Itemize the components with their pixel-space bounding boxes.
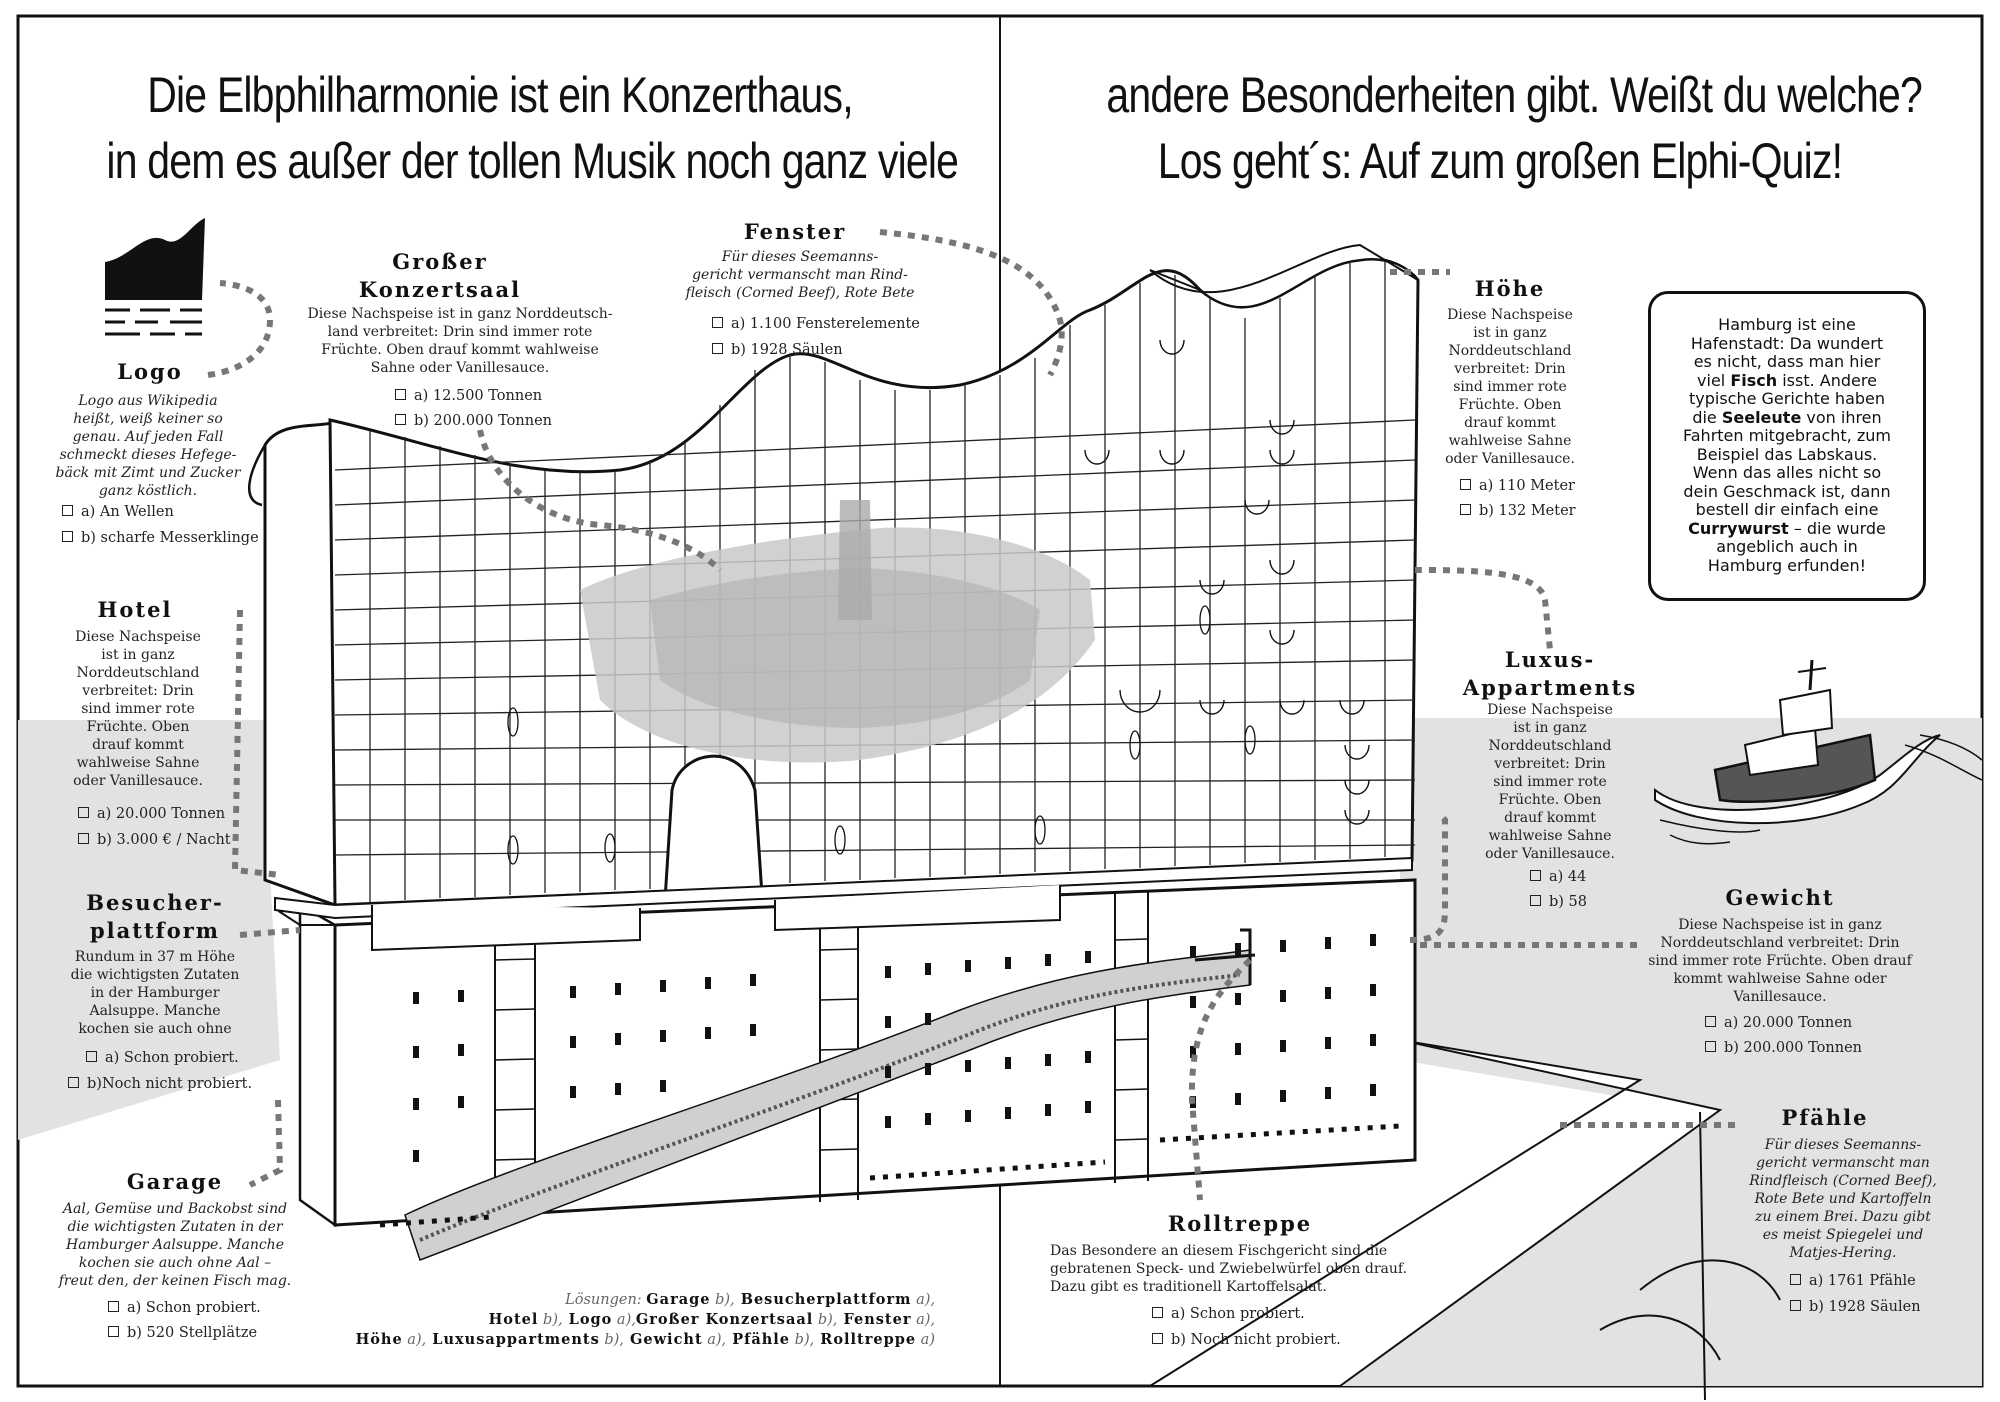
checkbox-icon[interactable] <box>1460 479 1471 490</box>
solution-answer: a) <box>916 1332 935 1348</box>
besucherplattform-option-b[interactable]: b)Noch nicht probiert. <box>68 1075 252 1093</box>
hamburg-info-box: Hamburg ist eine Hafenstadt: Da wundert es nicht, dass man hier viel Fisch isst. Andere typische Gerichte haben die Seeleute von ihren Fahrten mitgebracht, zum Beispiel das Labskaus. Wenn das alles nicht so dein Geschmack ist, dann bestell dir einfach eine Currywurst – die wurde angeblich auch in Hamburg erfunden! <box>1648 291 1926 601</box>
solution-answer: b), <box>710 1292 735 1308</box>
checkbox-icon[interactable] <box>395 414 406 425</box>
solution-answer: a), <box>911 1312 935 1328</box>
solutions-row-1: Lösungen: Garage b), Besucherplattform a), <box>565 1291 935 1308</box>
checkbox-icon[interactable] <box>62 531 73 542</box>
checkbox-icon[interactable] <box>68 1077 79 1088</box>
rolltreppe-option-b[interactable]: b) Noch nicht probiert. <box>1152 1331 1341 1349</box>
checkbox-icon[interactable] <box>712 343 723 354</box>
solution-term: Garage <box>646 1291 711 1308</box>
rolltreppe-text: Das Besondere an diesem Fischgericht sind die gebratenen Speck- und Zwiebelwürfel oben drauf. Dazu gibt es traditionell Kartoffelsalat. <box>1050 1243 1408 1295</box>
logo-title: Logo <box>117 359 183 384</box>
checkbox-icon[interactable] <box>62 505 73 516</box>
leader-garage <box>250 1100 280 1185</box>
luxus-option-b[interactable]: b) 58 <box>1530 893 1587 911</box>
solutions-block <box>290 1290 935 1350</box>
hoehe-title: Höhe <box>1474 276 1546 301</box>
gewicht-text: Diese Nachspeise ist in ganz Norddeutschland verbreitet: Drin sind immer rote Früchte. Oben drauf kommt wahlweise Sahne oder Vanillesauce. <box>1648 917 1912 1005</box>
solutions-row-2 <box>290 1310 935 1330</box>
hotel-text: Diese Nachspeise ist in ganz Norddeutschland verbreitet: Drin sind immer rote Früchte. Oben drauf kommt wahlweise Sahne oder Vanillesauce. <box>73 629 203 789</box>
pfaehle-option-a[interactable]: a) 1761 Pfähle <box>1790 1272 1916 1290</box>
logo-option-a[interactable]: a) An Wellen <box>62 503 174 521</box>
solution-answer: b), <box>599 1332 624 1348</box>
solution-answer: a), <box>702 1332 727 1348</box>
fenster-option-b[interactable]: b) 1928 Säulen <box>712 341 843 359</box>
hotel-option-b[interactable]: b) 3.000 € / Nacht <box>78 831 231 849</box>
konzertsaal-title: Großer Konzertsaal <box>358 249 522 302</box>
solution-term: Gewicht <box>623 1331 703 1348</box>
checkbox-icon[interactable] <box>1790 1300 1801 1311</box>
headline-left-line-1: Die Elbphilharmonie ist ein Konzerthaus, <box>147 67 853 123</box>
logo-mark <box>105 218 205 334</box>
leader-luxus <box>1415 570 1550 650</box>
hotel-title: Hotel <box>97 597 173 622</box>
checkbox-icon[interactable] <box>1530 870 1541 881</box>
gewicht-title: Gewicht <box>1725 885 1835 910</box>
checkbox-icon[interactable] <box>712 317 723 328</box>
checkbox-icon[interactable] <box>1460 504 1471 515</box>
arch-entrance <box>665 756 762 900</box>
solution-answer: b), <box>538 1312 563 1328</box>
checkbox-icon[interactable] <box>1152 1307 1163 1318</box>
checkbox-icon[interactable] <box>1705 1016 1716 1027</box>
garage-title: Garage <box>126 1169 224 1194</box>
garage-option-a[interactable]: a) Schon probiert. <box>108 1299 261 1317</box>
hoehe-text: Diese Nachspeise ist in ganz Norddeutschland verbreitet: Drin sind immer rote Früchte. Oben drauf kommt wahlweise Sahne oder Vanillesauce. <box>1445 307 1575 467</box>
pfaehle-text: Für dieses Seemanns- gericht vermanscht man Rindfleisch (Corned Beef), Rote Bete und Kartoffeln zu einem Brei. Dazu gibt es meist Spiegelei und Matjes-Hering. <box>1749 1137 1937 1261</box>
checkbox-icon[interactable] <box>395 389 406 400</box>
hotel-option-a[interactable]: a) 20.000 Tonnen <box>78 805 225 823</box>
solution-term: Pfähle <box>726 1331 791 1348</box>
leader-logo <box>208 283 270 375</box>
luxus-text: Diese Nachspeise ist in ganz Norddeutschland verbreitet: Drin sind immer rote Früchte. Oben drauf kommt wahlweise Sahne oder Vanillesauce. <box>1485 702 1615 862</box>
checkbox-icon[interactable] <box>1152 1333 1163 1344</box>
garage-text: Aal, Gemüse und Backobst sind die wichtigsten Zutaten in der Hamburger Aalsuppe. Manche kochen sie auch ohne Aal – freut den, der keinen Fisch mag. <box>58 1201 292 1289</box>
besucherplattform-text: Rundum in 37 m Höhe die wichtigsten Zutaten in der Hamburger Aalsuppe. Manche kochen sie auch ohne <box>70 949 240 1037</box>
solution-answer: b), <box>813 1312 838 1328</box>
rolltreppe-title: Rolltreppe <box>1167 1211 1313 1236</box>
checkbox-icon[interactable] <box>108 1301 119 1312</box>
solution-term: Rolltreppe <box>814 1331 917 1348</box>
solution-term: Fenster <box>837 1311 912 1328</box>
solution-term: Logo <box>562 1311 613 1328</box>
gewicht-option-a[interactable]: a) 20.000 Tonnen <box>1705 1014 1852 1032</box>
headline-left <box>106 62 959 194</box>
headline-right-line-2: Los geht´s: Auf zum großen Elphi-Quiz! <box>1157 133 1843 189</box>
gewicht-option-b[interactable]: b) 200.000 Tonnen <box>1705 1039 1862 1057</box>
fenster-text: Für dieses Seemanns- gericht vermanscht man Rind- fleisch (Corned Beef), Rote Bete <box>685 249 915 301</box>
besucherplattform-title: Besucher- plattform <box>86 890 224 943</box>
fenster-title: Fenster <box>743 219 847 244</box>
besucherplattform-option-a[interactable]: a) Schon probiert. <box>86 1049 239 1067</box>
headline-left-line-2: in dem es außer der tollen Musik noch ganz viele <box>106 133 959 189</box>
checkbox-icon[interactable] <box>1705 1041 1716 1052</box>
pfaehle-option-b[interactable]: b) 1928 Säulen <box>1790 1298 1921 1316</box>
luxus-title: Luxus- Appartments <box>1462 647 1638 700</box>
solution-term: Höhe <box>355 1331 403 1348</box>
konzertsaal-option-b[interactable]: b) 200.000 Tonnen <box>395 412 552 430</box>
fenster-option-a[interactable]: a) 1.100 Fensterelemente <box>712 315 920 333</box>
solutions-row-3 <box>290 1330 935 1350</box>
luxus-option-a[interactable]: a) 44 <box>1530 868 1586 886</box>
hoehe-option-b[interactable]: b) 132 Meter <box>1460 502 1576 520</box>
pfaehle-title: Pfähle <box>1781 1105 1869 1130</box>
solution-answer: a), <box>612 1312 636 1328</box>
checkbox-icon[interactable] <box>78 833 89 844</box>
logo-text: Logo aus Wikipedia heißt, weiß keiner so genau. Auf jeden Fall schmeckt dieses Hefege- bäck mit Zimt und Zucker ganz köstlich. <box>55 393 241 499</box>
solution-term: Luxusappartments <box>426 1331 600 1348</box>
checkbox-icon[interactable] <box>78 807 89 818</box>
solution-answer: a), <box>911 1292 935 1308</box>
checkbox-icon[interactable] <box>1530 895 1541 906</box>
logo-option-b[interactable]: b) scharfe Messerklinge <box>62 529 259 547</box>
solution-term: Hotel <box>488 1311 539 1328</box>
garage-option-b[interactable]: b) 520 Stellplätze <box>108 1324 257 1342</box>
konzertsaal-option-a[interactable]: a) 12.500 Tonnen <box>395 387 542 405</box>
headline-right-line-1: andere Besonderheiten gibt. Weißt du welche? <box>1106 67 1922 123</box>
solution-term: Großer Konzertsaal <box>635 1311 814 1328</box>
solution-answer: a), <box>402 1332 427 1348</box>
headline-right <box>1106 62 1922 194</box>
hoehe-option-a[interactable]: a) 110 Meter <box>1460 477 1575 495</box>
konzertsaal-text: Diese Nachspeise ist in ganz Norddeutsch- land verbreitet: Drin sind immer rote Früchte. Oben drauf kommt wahlweise Sahne oder Vanillesauce. <box>307 306 613 376</box>
solution-answer: b), <box>790 1332 815 1348</box>
checkbox-icon[interactable] <box>1790 1274 1801 1285</box>
checkbox-icon[interactable] <box>86 1051 97 1062</box>
solution-term: Besucherplattform <box>734 1291 912 1308</box>
checkbox-icon[interactable] <box>108 1326 119 1337</box>
rolltreppe-option-a[interactable]: a) Schon probiert. <box>1152 1305 1305 1323</box>
